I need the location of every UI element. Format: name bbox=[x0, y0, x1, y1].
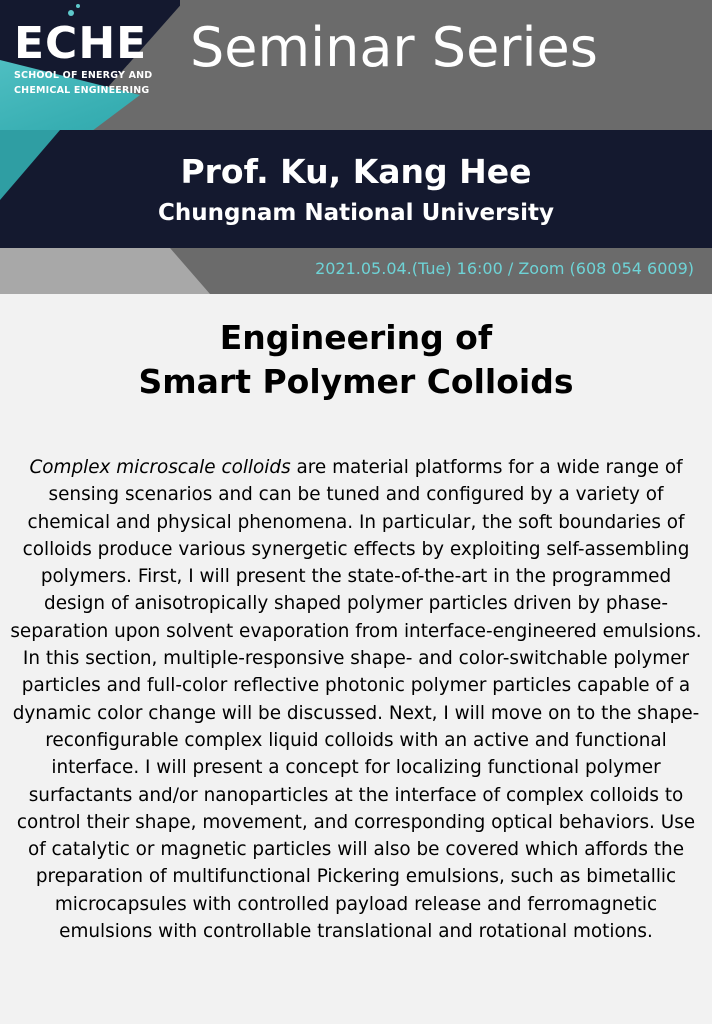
header-band bbox=[0, 0, 712, 130]
logo-subtitle-line2: CHEMICAL ENGINEERING bbox=[14, 85, 150, 96]
logo-dot-icon bbox=[76, 4, 80, 8]
talk-title-line2: Smart Polymer Colloids bbox=[138, 362, 574, 401]
event-date-time-location: 2021.05.04.(Tue) 16:00 / Zoom (608 054 6009) bbox=[315, 259, 694, 278]
logo-word: ECHE bbox=[14, 18, 148, 69]
series-title: Seminar Series bbox=[190, 16, 598, 79]
talk-title-line1: Engineering of bbox=[219, 318, 493, 357]
logo-dot-icon bbox=[68, 10, 74, 16]
speaker-name: Prof. Ku, Kang Hee bbox=[180, 152, 532, 191]
date-band-light-panel bbox=[0, 248, 230, 294]
abstract-text bbox=[10, 454, 702, 945]
speaker-band bbox=[0, 130, 712, 248]
talk-title bbox=[0, 316, 712, 404]
logo-subtitle-line1: SCHOOL OF ENERGY AND bbox=[14, 70, 153, 81]
eche-logo bbox=[14, 18, 164, 96]
date-band bbox=[0, 248, 712, 294]
abstract-lead: Complex microscale colloids bbox=[29, 457, 291, 478]
speaker-affiliation: Chungnam National University bbox=[158, 200, 554, 226]
abstract-body: are material platforms for a wide range of sensing scenarios and can be tuned and configured by a variety of chemical and physical phenomena. In particular, the soft boundaries of colloids produce various synergetic effects by exploiting self-assembling polymers. First, I will present the state-of-the-art in the programmed design of anisotropically shaped polymer particles driven by phase-separation upon solvent evaporation from interface-engineered emulsions. In this section, multiple-responsive shape- and color-switchable polymer particles and full-color reflective photonic polymer particles capable of a dynamic color change will be discussed. Next, I will move on to the shape-reconfigurable complex liquid colloids with an active and functional interface. I will present a concept for localizing functional polymer surfactants and/or nanoparticles at the interface of complex colloids to control their shape, movement, and corresponding optical behaviors. Use of catalytic or magnetic particles will also be covered which affords the preparation of multifunctional Pickering emulsions, such as bimetallic microcapsules with controlled payload release and ferromagnetic emulsions with controllable translational and rotational motions. bbox=[10, 457, 702, 943]
